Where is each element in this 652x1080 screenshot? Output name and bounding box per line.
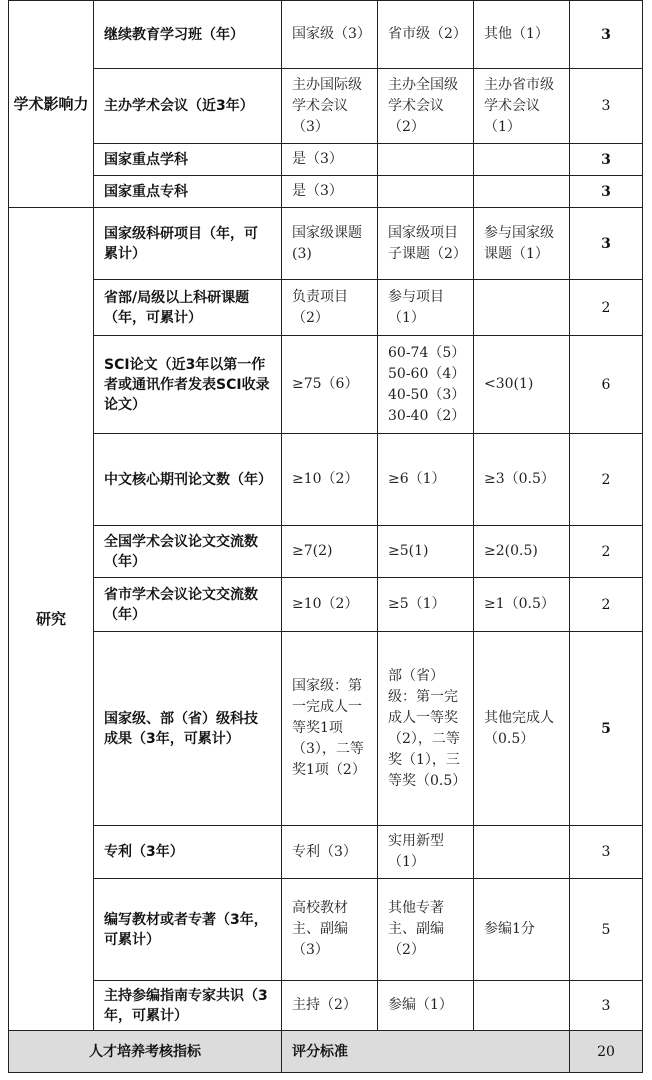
- option-cell: 其他专著主、副编（2）: [378, 879, 474, 981]
- option-cell: 主办省市级学术会议（1）: [474, 69, 570, 144]
- indicator-cell: 国家重点专科: [94, 176, 282, 208]
- table-row: [9, 69, 643, 144]
- indicator-cell: 省部/局级以上科研课题（年，可累计）: [94, 280, 282, 336]
- indicator-cell: 国家重点学科: [94, 144, 282, 176]
- score-cell: 3: [570, 981, 643, 1031]
- option-cell: ≥10（2）: [282, 578, 378, 632]
- score-cell: 3: [570, 208, 643, 280]
- option-cell: ≥5（1）: [378, 578, 474, 632]
- option-cell: [474, 280, 570, 336]
- table-row: [9, 176, 643, 208]
- indicator-cell: 编写教材或者专著（3年，可累计）: [94, 879, 282, 981]
- table-row: [9, 826, 643, 879]
- score-cell: 2: [570, 280, 643, 336]
- option-cell: 国家级：第一完成人一等奖1项（3），二等奖1项（2）: [282, 632, 378, 826]
- option-cell: [378, 144, 474, 176]
- option-cell: 主办全国级学术会议（2）: [378, 69, 474, 144]
- option-cell: ≥10（2）: [282, 434, 378, 526]
- footer-label: 人才培养考核指标: [9, 1031, 282, 1073]
- indicator-cell: 主持参编指南专家共识（3年，可累计）: [94, 981, 282, 1031]
- score-cell: 2: [570, 578, 643, 632]
- option-cell: 负责项目（2）: [282, 280, 378, 336]
- table-row: [9, 208, 643, 280]
- option-cell: [474, 176, 570, 208]
- indicator-cell: 省市学术会议论文交流数（年）: [94, 578, 282, 632]
- option-cell: 国家级课题(3): [282, 208, 378, 280]
- option-cell: [474, 981, 570, 1031]
- option-cell: [474, 826, 570, 879]
- table-row: [9, 632, 643, 826]
- indicator-cell: 国家级、部（省）级科技成果（3年，可累计）: [94, 632, 282, 826]
- option-cell: 参编1分: [474, 879, 570, 981]
- score-cell: 3: [570, 144, 643, 176]
- score-cell: 3: [570, 69, 643, 144]
- option-cell: <30(1): [474, 336, 570, 434]
- table-row: [9, 1, 643, 69]
- table-row: [9, 981, 643, 1031]
- indicator-cell: 专利（3年）: [94, 826, 282, 879]
- indicator-cell: 国家级科研项目（年，可累计）: [94, 208, 282, 280]
- table-row: [9, 144, 643, 176]
- option-cell: ≥3（0.5）: [474, 434, 570, 526]
- option-cell: 参编（1）: [378, 981, 474, 1031]
- option-cell: 部（省）级：第一完成人一等奖（2），二等奖（1），三等奖（0.5）: [378, 632, 474, 826]
- option-cell: ≥6（1）: [378, 434, 474, 526]
- indicator-cell: SCI论文（近3年以第一作者或通讯作者发表SCI收录论文）: [94, 336, 282, 434]
- score-cell: 6: [570, 336, 643, 434]
- option-cell: [474, 144, 570, 176]
- option-cell: 主办国际级学术会议（3）: [282, 69, 378, 144]
- table-row: [9, 336, 643, 434]
- option-cell: 是（3）: [282, 176, 378, 208]
- table-row: [9, 434, 643, 526]
- score-cell: 2: [570, 434, 643, 526]
- option-cell: ≥2(0.5): [474, 526, 570, 578]
- table-row: [9, 578, 643, 632]
- footer-score: 20: [570, 1031, 643, 1073]
- option-cell: 高校教材主、副编（3）: [282, 879, 378, 981]
- table-row: [9, 526, 643, 578]
- option-cell: 其他（1）: [474, 1, 570, 69]
- option-cell: 参与项目（1）: [378, 280, 474, 336]
- indicator-cell: 全国学术会议论文交流数（年）: [94, 526, 282, 578]
- footer-row: [9, 1031, 643, 1073]
- scoring-document: [8, 0, 642, 1073]
- option-cell: ≥1（0.5）: [474, 578, 570, 632]
- option-cell: 国家级（3）: [282, 1, 378, 69]
- option-cell: 其他完成人（0.5）: [474, 632, 570, 826]
- option-cell: 60-74（5）50-60（4）40-50（3）30-40（2）: [378, 336, 474, 434]
- option-cell: 主持（2）: [282, 981, 378, 1031]
- option-cell: 是（3）: [282, 144, 378, 176]
- option-cell: 实用新型（1）: [378, 826, 474, 879]
- option-cell: 参与国家级课题（1）: [474, 208, 570, 280]
- indicator-cell: 继续教育学习班（年）: [94, 1, 282, 69]
- category-label-research: 研究: [9, 208, 94, 1031]
- indicator-cell: 中文核心期刊论文数（年）: [94, 434, 282, 526]
- option-cell: [378, 176, 474, 208]
- option-cell: 专利（3）: [282, 826, 378, 879]
- scoring-table: [8, 0, 643, 1073]
- option-cell: ≥7(2): [282, 526, 378, 578]
- table-row: [9, 879, 643, 981]
- option-cell: ≥5(1): [378, 526, 474, 578]
- table-row: [9, 280, 643, 336]
- option-cell: 省市级（2）: [378, 1, 474, 69]
- score-cell: 5: [570, 879, 643, 981]
- score-cell: 3: [570, 176, 643, 208]
- footer-criteria: 评分标准: [282, 1031, 570, 1073]
- option-cell: ≥75（6）: [282, 336, 378, 434]
- option-cell: 国家级项目子课题（2）: [378, 208, 474, 280]
- score-cell: 3: [570, 1, 643, 69]
- score-cell: 5: [570, 632, 643, 826]
- category-label-academic-influence: 学术影响力: [9, 1, 94, 208]
- score-cell: 2: [570, 526, 643, 578]
- score-cell: 3: [570, 826, 643, 879]
- indicator-cell: 主办学术会议（近3年）: [94, 69, 282, 144]
